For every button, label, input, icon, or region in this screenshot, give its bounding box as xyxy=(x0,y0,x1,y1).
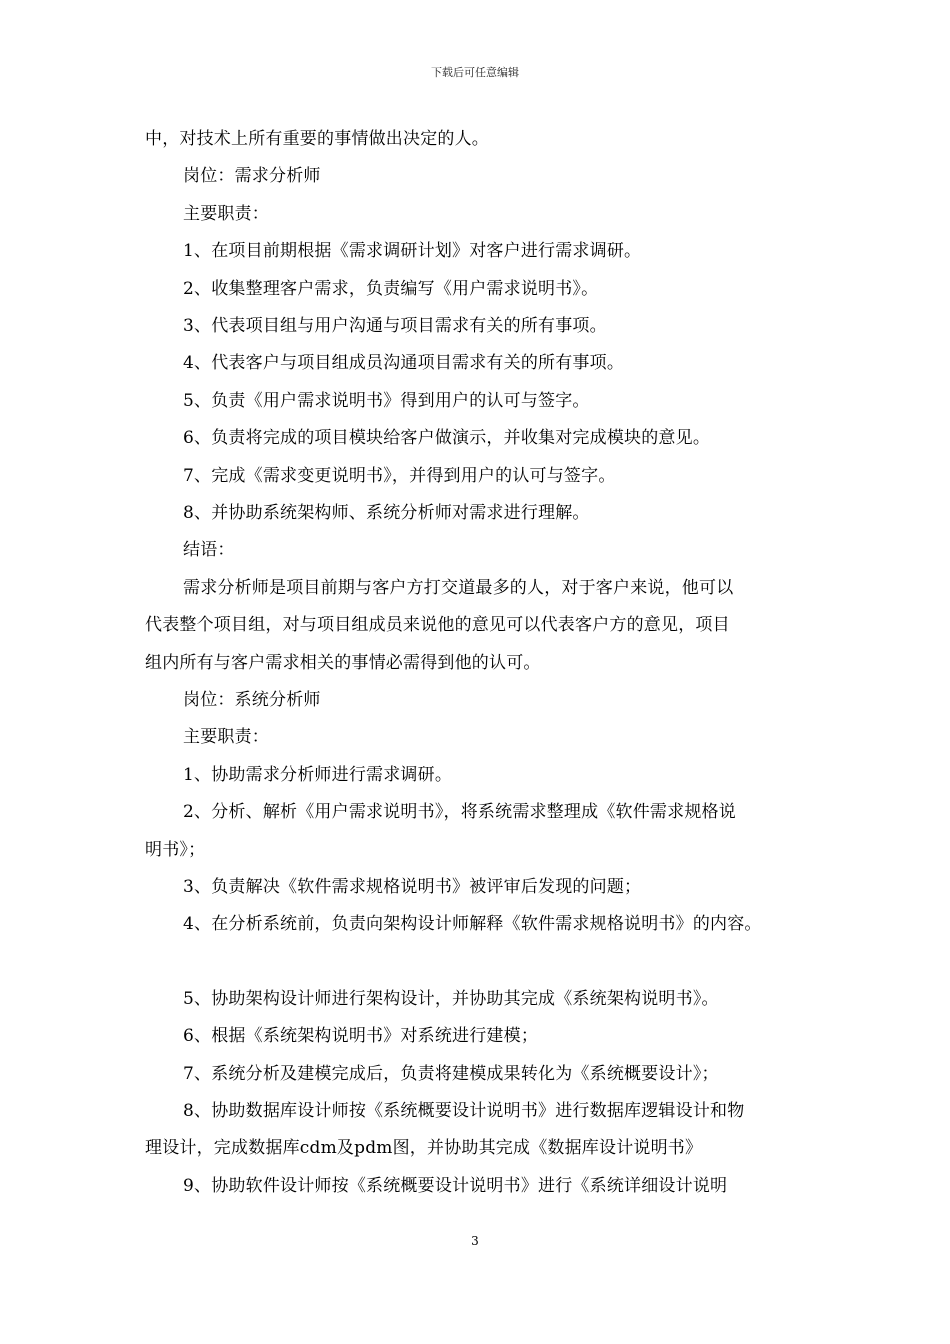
subsection-heading: 主要职责： xyxy=(183,727,269,747)
list-item: 7、完成《需求变更说明书》，并得到用户的认可与签字。 xyxy=(183,466,616,486)
body-line: 中，对技术上所有重要的事情做出决定的人。 xyxy=(145,129,489,149)
section-heading: 岗位：系统分析师 xyxy=(183,690,321,710)
body-line: 需求分析师是项目前期与客户方打交道最多的人，对于客户来说，他可以 xyxy=(183,578,734,598)
list-item: 6、负责将完成的项目模块给客户做演示，并收集对完成模块的意见。 xyxy=(183,428,711,448)
list-item: 2、分析、解析《用户需求说明书》，将系统需求整理成《软件需求规格说 xyxy=(183,802,736,822)
list-item: 4、在分析系统前，负责向架构设计师解释《软件需求规格说明书》的内容。 xyxy=(183,914,762,934)
list-item: 9、协助软件设计师按《系统概要设计说明书》进行《系统详细设计说明 xyxy=(183,1176,728,1196)
body-line: 代表整个项目组，对与项目组成员来说他的意见可以代表客户方的意见，项目 xyxy=(145,615,730,635)
list-item: 4、代表客户与项目组成员沟通项目需求有关的所有事项。 xyxy=(183,353,625,373)
page-number: 3 xyxy=(471,1234,479,1248)
list-item: 5、负责《用户需求说明书》得到用户的认可与签字。 xyxy=(183,391,590,411)
body-line: 理设计，完成数据库cdm及pdm图，并协助其完成《数据库设计说明书》 xyxy=(145,1138,703,1158)
list-item: 1、协助需求分析师进行需求调研。 xyxy=(183,765,453,785)
list-item: 5、协助架构设计师进行架构设计，并协助其完成《系统架构说明书》。 xyxy=(183,989,719,1009)
subsection-heading: 结语： xyxy=(183,540,235,560)
list-item: 1、在项目前期根据《需求调研计划》对客户进行需求调研。 xyxy=(183,241,642,261)
list-item: 8、并协助系统架构师、系统分析师对需求进行理解。 xyxy=(183,503,590,523)
list-item: 3、代表项目组与用户沟通与项目需求有关的所有事项。 xyxy=(183,316,607,336)
body-line: 组内所有与客户需求相关的事情必需得到他的认可。 xyxy=(145,653,541,673)
list-item: 6、根据《系统架构说明书》对系统进行建模； xyxy=(183,1026,539,1046)
list-item: 3、负责解决《软件需求规格说明书》被评审后发现的问题； xyxy=(183,877,642,897)
list-item: 7、系统分析及建模完成后，负责将建模成果转化为《系统概要设计》； xyxy=(183,1064,719,1084)
subsection-heading: 主要职责： xyxy=(183,204,269,224)
list-item: 2、收集整理客户需求，负责编写《用户需求说明书》。 xyxy=(183,279,599,299)
body-line: 明书》； xyxy=(145,840,206,860)
section-heading: 岗位：需求分析师 xyxy=(183,166,321,186)
list-item: 8、协助数据库设计师按《系统概要设计说明书》进行数据库逻辑设计和物 xyxy=(183,1101,745,1121)
page-header: 下载后可任意编辑 xyxy=(431,66,519,79)
